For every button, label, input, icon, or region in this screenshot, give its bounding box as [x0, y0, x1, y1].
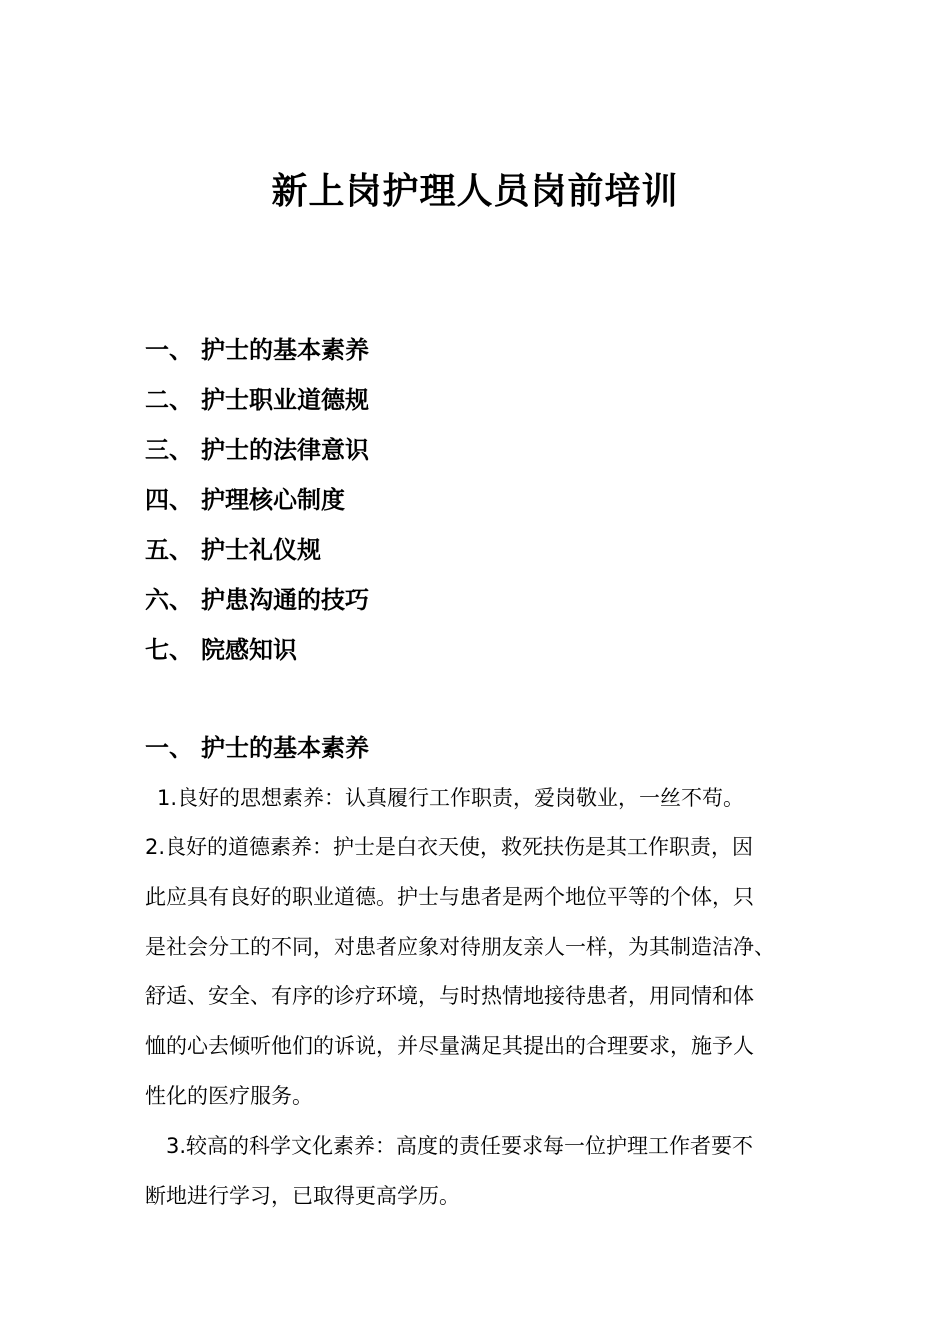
section-title: 护士的基本素养 [201, 734, 369, 762]
paragraph-line: 是社会分工的不同，对患者应象对待朋友亲人一样，为其制造洁净、 [145, 934, 775, 959]
toc-number: 二、 [145, 386, 193, 414]
toc-label: 护士的法律意识 [201, 436, 369, 464]
paragraph-line: 断地进行学习，已取得更高学历。 [145, 1183, 460, 1208]
paragraph-line: 恤的心去倾听他们的诉说，并尽量满足其提出的合理要求，施予人 [145, 1034, 754, 1059]
toc-number: 六、 [145, 586, 193, 614]
document-title: 新上岗护理人员岗前培训 [271, 171, 679, 212]
toc-number: 五、 [145, 536, 193, 564]
paragraph-thought-quality [145, 774, 815, 824]
toc-number: 一、 [145, 336, 193, 364]
toc-item [145, 525, 805, 575]
toc-number: 三、 [145, 436, 193, 464]
toc-label: 护士职业道德规 [201, 386, 369, 414]
section-number: 一、 [145, 734, 193, 762]
toc-item [145, 475, 805, 525]
toc-item [145, 425, 805, 475]
toc-number: 七、 [145, 636, 193, 664]
paragraph-moral-quality [145, 823, 815, 1122]
paragraph-line: 1.良好的思想素养：认真履行工作职责，爱岗敬业，一丝不苟。 [157, 786, 745, 810]
paragraph-line: 此应具有良好的职业道德。护士与患者是两个地位平等的个体，只 [145, 884, 754, 909]
paragraph-line: 性化的医疗服务。 [145, 1083, 313, 1108]
table-of-contents [145, 325, 805, 675]
toc-item [145, 375, 805, 425]
toc-label: 护士礼仪规 [201, 536, 321, 564]
toc-label: 院感知识 [201, 636, 297, 664]
paragraph-line: 舒适、安全、有序的诊疗环境，与时热情地接待患者，用同情和体 [145, 984, 754, 1009]
toc-item [145, 575, 805, 625]
paragraph-cultural-quality [145, 1122, 815, 1222]
paragraph-line: 2.良好的道德素养：护士是白衣天使，救死扶伤是其工作职责，因 [145, 835, 754, 859]
toc-label: 护患沟通的技巧 [201, 586, 369, 614]
section-heading [145, 723, 369, 773]
toc-item [145, 625, 805, 675]
toc-label: 护理核心制度 [201, 486, 345, 514]
paragraph-line: 3.较高的科学文化素养：高度的责任要求每一位护理工作者要不 [166, 1134, 754, 1158]
toc-item [145, 325, 805, 375]
toc-number: 四、 [145, 486, 193, 514]
toc-label: 护士的基本素养 [201, 336, 369, 364]
